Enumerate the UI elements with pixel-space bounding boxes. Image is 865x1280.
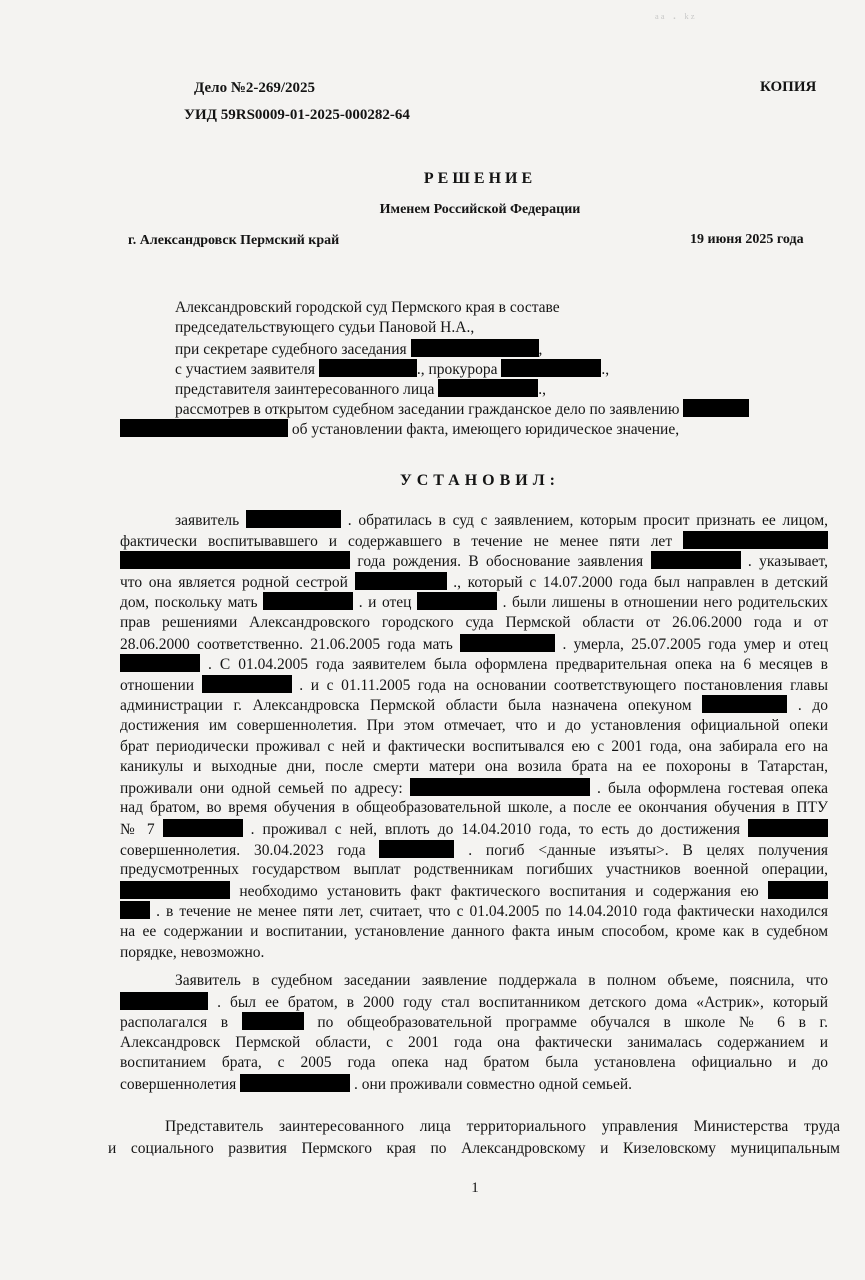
text-segment: года рождения. В обоснование заявления (357, 553, 644, 570)
text-segment: порядке, невозможно. (120, 944, 265, 961)
section-heading: УСТАНОВИЛ: (400, 472, 560, 489)
text-line (120, 592, 828, 613)
text-line (120, 922, 828, 942)
text-line (120, 992, 828, 1013)
text-segment: по общеобразовательной программе обучался в школе № 6 в г. (317, 1014, 829, 1031)
case-number: Дело №2-269/2025 (194, 80, 316, 96)
redaction-bar (410, 778, 590, 796)
text-line (120, 819, 828, 840)
text-line (120, 860, 828, 880)
text-line (120, 654, 828, 675)
text-segment: проживали они одной семьей по адресу: (120, 780, 403, 797)
text-segment: . проживал с ней, вплоть до 14.04.2010 года, то есть до достижения (250, 821, 741, 838)
redaction-bar (651, 551, 741, 569)
intro-line-3: при секретаре судебного заседания , (175, 341, 543, 358)
redaction-bar (120, 419, 288, 437)
text-segment: располагался в (120, 1014, 229, 1031)
page-number: 1 (471, 1180, 479, 1196)
text-segment: необходимо установить факт фактического воспитания и содержания ею (239, 883, 759, 900)
text-line (120, 634, 828, 655)
faint-stamp: ᵃᵃ · ᵏᶻ (655, 12, 697, 27)
text-segment: . в течение не менее пяти лет, считает, что с 01.04.2005 по 14.04.2010 года фактически находился (156, 903, 828, 920)
text-line (120, 778, 828, 799)
text-line (120, 613, 828, 633)
redaction-bar (246, 510, 341, 528)
intro-line-6: рассмотрев в открытом судебном заседании гражданское дело по заявлению (175, 399, 749, 420)
redaction-bar (417, 592, 497, 610)
text-line (120, 757, 828, 777)
redaction-bar (202, 675, 292, 693)
text-line (175, 510, 828, 531)
text-segment: . были лишены в отношении него родительских (502, 594, 829, 611)
intro-line-2: председательствующего судьи Пановой Н.А., (175, 319, 475, 336)
text-segment: каникулы и выходные дни, после смерти матери она возила брата на ее похороны в Татарстан, (120, 758, 828, 775)
redaction-bar (120, 901, 150, 919)
intro-line-4: с участием заявителя ., прокурора ., (175, 361, 610, 378)
redaction-bar (683, 399, 749, 417)
redaction-bar (242, 1012, 304, 1030)
intro-line-1: Александровский городской суд Пермского края в составе (175, 299, 560, 316)
text-line (120, 1053, 828, 1073)
text-line (108, 1139, 840, 1159)
text-line (120, 840, 828, 861)
redaction-bar (768, 881, 828, 899)
text-line (120, 675, 828, 696)
text-line (120, 531, 828, 552)
text-segment: дом, поскольку мать (120, 594, 258, 611)
text-segment: Представитель заинтересованного лица территориального управления Министерства труда (165, 1118, 840, 1135)
decision-date: 19 июня 2025 года (690, 232, 804, 247)
redaction-bar (163, 819, 243, 837)
case-uid: УИД 59RS0009-01-2025-000282-64 (184, 107, 410, 123)
text-line (120, 1074, 632, 1095)
decision-city: г. Александровск Пермский край (128, 233, 340, 248)
text-line (175, 971, 828, 991)
redaction-bar (411, 339, 539, 357)
redaction-bar (240, 1074, 350, 1092)
text-segment: над братом, во время обучения в общеобразовательной школе, а после ее окончания обучения в ПТУ (120, 799, 828, 816)
text-segment: отношении (120, 677, 195, 694)
text-segment: фактически воспитывавшего и содержавшего в течение не менее пяти лет (120, 533, 673, 550)
text-segment: и социального развития Пермского края по Александровскому и Кизеловскому муниципальным (108, 1140, 840, 1157)
text-segment: заявитель (175, 512, 240, 529)
text-segment: . погиб <данные изъяты>. В целях получения (468, 842, 828, 859)
redaction-bar (120, 881, 230, 899)
text-segment: № 7 (120, 821, 155, 838)
text-segment: . обратилась в суд с заявлением, которым просит признать ее лицом, (347, 512, 829, 529)
text-segment: воспитанием брата, с 2005 года опека над братом была установлена официально и до (120, 1054, 828, 1071)
redaction-bar (438, 379, 538, 397)
text-segment: что она является родной сестрой (120, 574, 348, 591)
text-segment: . умерла, 25.07.2005 года умер и отец (562, 636, 829, 653)
text-segment: достижения им совершеннолетия. При этом отмечает, что и до установления официальной опеки (120, 717, 828, 734)
redaction-bar (501, 359, 601, 377)
redaction-bar (702, 695, 787, 713)
text-segment: 28.06.2000 соответственно. 21.06.2005 года мать (120, 636, 453, 653)
text-segment: . указывает, (747, 553, 828, 570)
text-segment: Александровск Пермской области, с 2001 года она фактически занималась содержанием и (120, 1034, 828, 1051)
text-line (120, 737, 828, 757)
intro-line-5: представителя заинтересованного лица ., (175, 381, 546, 398)
intro-line-7: об установлении факта, имеющего юридическое значение, (120, 419, 679, 440)
text-line (120, 943, 264, 963)
text-segment: совершеннолетия. 30.04.2023 года (120, 842, 366, 859)
text-line (120, 572, 828, 593)
text-segment: совершеннолетия (120, 1076, 237, 1093)
document-subtitle: Именем Российской Федерации (379, 202, 581, 217)
text-segment: брат периодически проживал с ней и фактически воспитывался ею с 2001 года, она забирала его на (120, 738, 828, 755)
redaction-bar (120, 551, 350, 569)
redaction-bar (120, 992, 208, 1010)
text-line (120, 551, 828, 572)
text-segment: . и отец (358, 594, 412, 611)
redaction-bar (355, 572, 447, 590)
redaction-bar (319, 359, 417, 377)
text-segment: прав решениями Александровского городского суда Пермской области от 26.06.2000 года и от (120, 614, 828, 631)
text-line (120, 881, 828, 902)
copy-mark: КОПИЯ (760, 79, 817, 95)
text-segment: . они проживали совместно одной семьей. (354, 1076, 633, 1093)
redaction-bar (748, 819, 828, 837)
text-segment: . была оформлена гостевая опека (597, 780, 828, 797)
redaction-bar (683, 531, 828, 549)
text-line (120, 1033, 828, 1053)
text-segment: . до (797, 697, 829, 714)
redaction-bar (263, 592, 353, 610)
text-segment: . был ее братом, в 2000 году стал воспитанником детского дома «Астрик», который (217, 994, 828, 1011)
text-segment: предусмотренных государством выплат родственникам погибших участников военной операции, (120, 861, 828, 878)
redaction-bar (379, 840, 454, 858)
document-title: РЕШЕНИЕ (423, 170, 537, 187)
redaction-bar (460, 634, 555, 652)
redaction-bar (120, 654, 200, 672)
text-segment: . и с 01.11.2005 года на основании соответствующего постановления главы (299, 677, 828, 694)
text-segment: администрации г. Александровска Пермской области была назначена опекуном (120, 697, 692, 714)
text-segment: Заявитель в судебном заседании заявление поддержала в полном объеме, пояснила, что (175, 972, 828, 989)
text-line (120, 1012, 828, 1033)
text-line (165, 1117, 840, 1137)
text-line (120, 716, 828, 736)
text-segment: ., который с 14.07.2000 года был направлен в детский (453, 574, 828, 591)
text-line (120, 695, 828, 716)
text-line (120, 901, 828, 922)
text-segment: на ее содержании и воспитании, установление данного факта иным способом, кроме как в судебном (120, 923, 828, 940)
text-segment: . С 01.04.2005 года заявителем была оформлена предварительная опека на 6 месяцев в (208, 656, 828, 673)
text-line (120, 798, 828, 818)
